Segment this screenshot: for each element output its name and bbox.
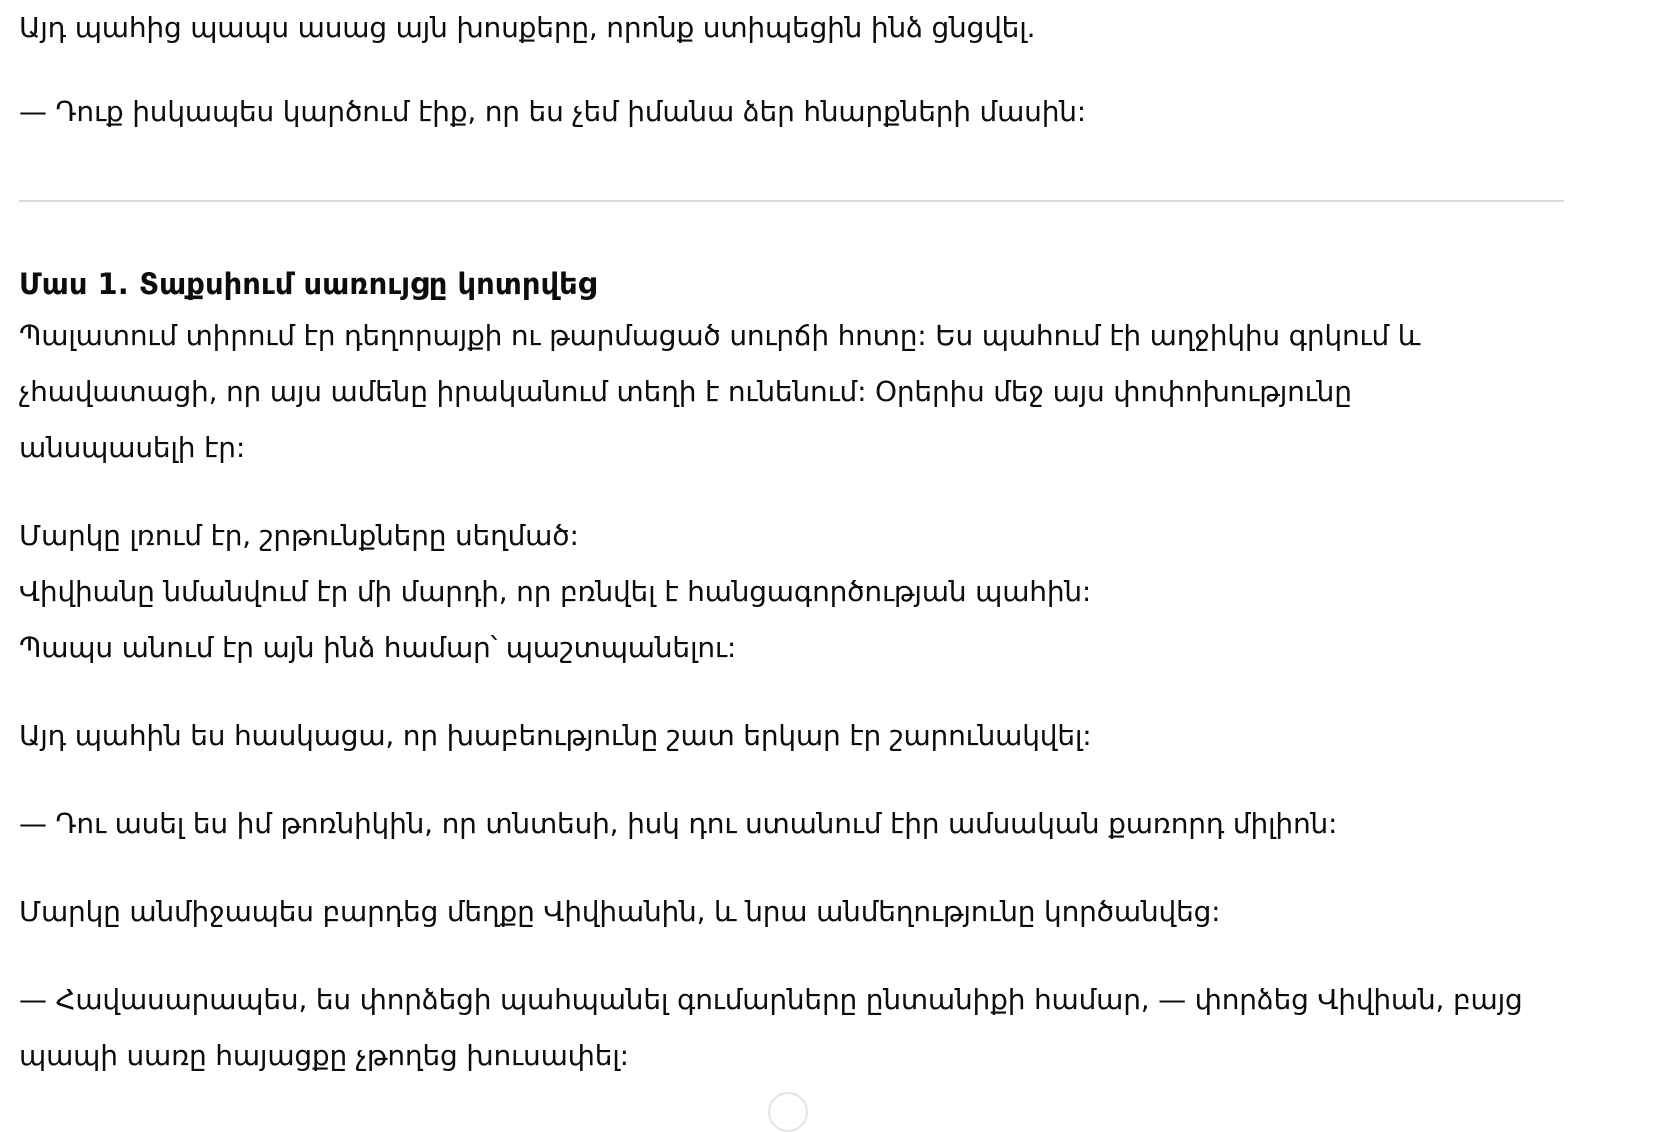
paragraph-line: չհավատացի, որ այս ամենը իրականում տեղի է ունենում: Օրերիս մեջ այս փոփոխությունը [19,375,1352,408]
dialogue-paragraph [19,796,1564,852]
dialogue-paragraph [19,972,1564,1084]
paragraph-line: Մարկը անմիջապես բարդեց մեղքը Վիվիանին, և նրա անմեղությունը կործանվեց: [19,895,1221,928]
paragraph [19,508,1564,676]
paragraph-line: պապի սառը հայացքը չթողեց խուսափել: [19,1039,629,1072]
paragraph [19,0,1564,56]
paragraph-line: Այդ պահից պապս ասաց այն խոսքերը, որոնք ստիպեցին ինձ ցնցվել. [19,11,1036,44]
paragraph [19,884,1564,940]
paragraph-line: Պապս անում էր այն ինձ համար՝ պաշտպանելու: [19,631,737,664]
section-body [19,308,1564,1084]
paragraph-line: անսպասելի էր: [19,431,246,464]
paragraph-line: Այդ պահին ես հասկացա, որ խաբեությունը շատ երկար էր շարունակվել: [19,719,1092,752]
paragraph [19,308,1564,476]
paragraph-line: — Դուք իսկապես կարծում էիք, որ ես չեմ իմանա ձեր հնարքների մասին: [19,95,1087,128]
paragraph [19,708,1564,764]
paragraph-line: — Դու ասել ես իմ թոռնիկին, որ տնտեսի, իսկ դու ստանում էիր ամսական քառորդ միլիոն: [19,807,1338,840]
section-divider [19,200,1564,202]
scroll-down-button[interactable] [768,1092,808,1132]
paragraph-line: Վիվիանը նմանվում էր մի մարդի, որ բռնվել է հանցագործության պահին: [19,575,1092,608]
paragraph-line: Պալատում տիրում էր դեղորայքի ու թարմացած սուրճի հոտը: Ես պահում էի աղջիկիս գրկում և [19,319,1421,352]
section-heading: Մաս 1. Տաքսիում սառույցը կոտրվեց [19,267,597,301]
paragraph-line: — Հավասարապես, ես փորձեցի պահպանել գումարները ընտանիքի համար, — փորձեց Վիվիան, բայց [19,983,1523,1016]
dialogue-paragraph [19,84,1564,140]
paragraph-line: Մարկը լռում էր, շրթունքները սեղմած: [19,519,579,552]
article-intro [19,0,1564,140]
